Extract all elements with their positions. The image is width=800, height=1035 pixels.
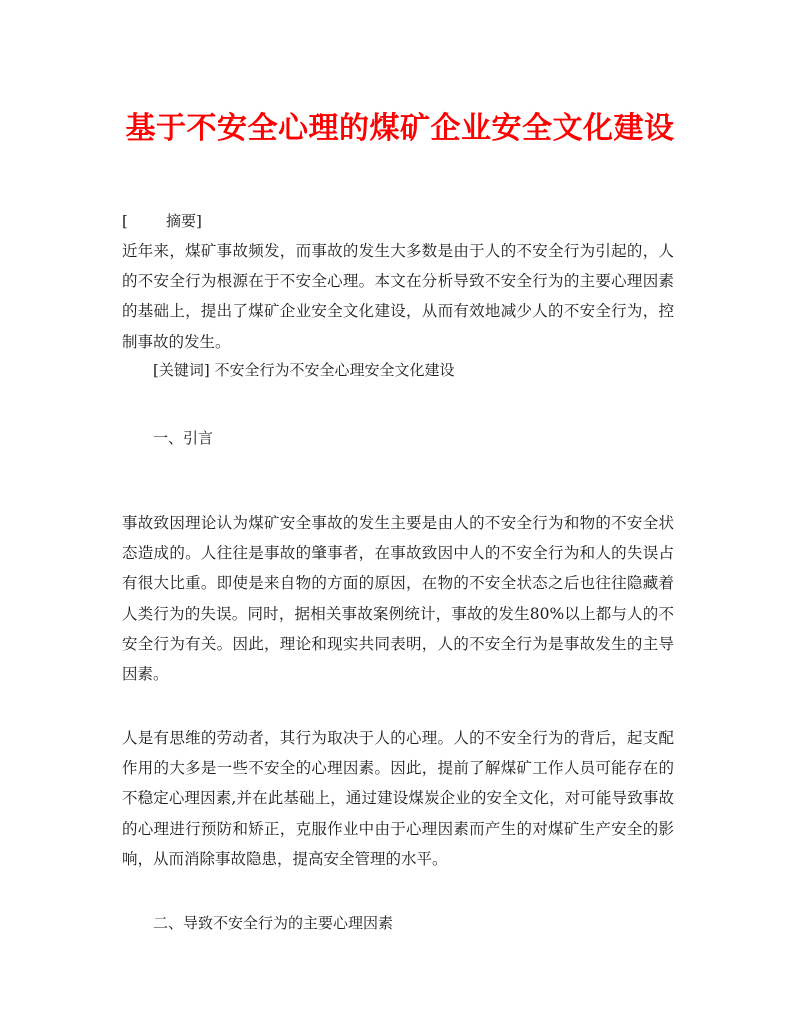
abstract-text: 近年来，煤矿事故频发，而事故的发生大多数是由于人的不安全行为引起的，人的不安全行为根源在于不安全心理。本文在分析导致不安全行为的主要心理因素的基础上，提出了煤矿企业安全文化建设，从而有效地减少人的不安全行为，控制事故的发生。 (122, 242, 674, 351)
abstract-label: [ 摘要] (122, 212, 202, 230)
body-paragraph: 事故致因理论认为煤矿安全事故的发生主要是由人的不安全行为和物的不安全状态造成的。人往往是事故的肇事者，在事故致因中人的不安全行为和人的失误占有很大比重。即使是来自物的方面的原因，在物的不安全状态之后也往往隐藏着人类行为的失误。同时，据相关事故案例统计，事故的发生80%以上都与人的不安全行为有关。因此，理论和现实共同表明，人的不安全行为是事故发生的主导因素。 (122, 514, 674, 684)
body-paragraph: 人是有思维的劳动者，其行为取决于人的心理。人的不安全行为的背后，起支配作用的大多是一些不安全的心理因素。因此，提前了解煤矿工作人员可能存在的不稳定心理因素,并在此基础上，通过建设煤炭企业的安全文化，对可能导致事故的心理进行预防和矫正，克服作业中由于心理因素而产生的对煤矿生产安全的影响，从而消除事故隐患，提高安全管理的水平。 (122, 729, 674, 868)
document-title: 基于不安全心理的煤矿企业安全文化建设 (125, 111, 675, 146)
section-heading-introduction: 一、引言 (153, 429, 214, 447)
keywords-line: [关键词] 不安全行为不安全心理安全文化建设 (153, 361, 455, 379)
section-heading-psychological-factors: 二、导致不安全行为的主要心理因素 (153, 914, 394, 932)
